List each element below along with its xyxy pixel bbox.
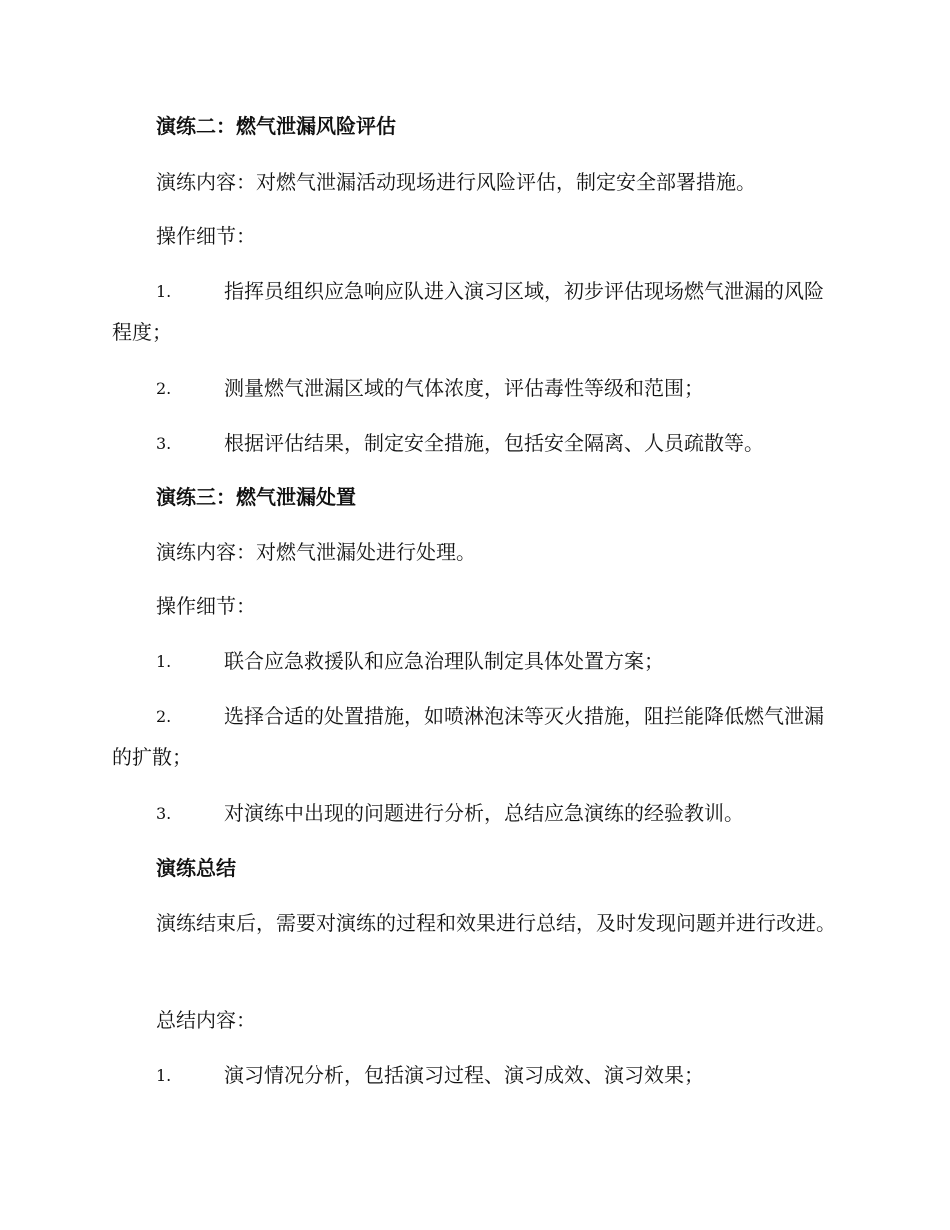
summary-content-label: 总结内容： bbox=[156, 1008, 256, 1032]
list-number: 2. bbox=[156, 707, 172, 726]
drill2-step-3 bbox=[112, 423, 838, 464]
drill2-content: 演练内容：对燃气泄漏活动现场进行风险评估，制定安全部署措施。 bbox=[156, 170, 756, 194]
list-number: 3. bbox=[156, 434, 172, 453]
list-number: 2. bbox=[156, 379, 172, 398]
drill3-content: 演练内容：对燃气泄漏处进行处理。 bbox=[156, 540, 476, 564]
list-number: 3. bbox=[156, 804, 172, 823]
list-text: 测量燃气泄漏区域的气体浓度，评估毒性等级和范围； bbox=[224, 376, 704, 400]
summary-intro-text: 演练结束后，需要对演练的过程和效果进行总结，及时发现问题并进行改进。 bbox=[156, 911, 836, 935]
list-number: 1. bbox=[156, 652, 172, 671]
summary-step-1 bbox=[112, 1055, 838, 1096]
drill3-step-3 bbox=[112, 793, 838, 834]
drill3-step-2 bbox=[112, 696, 838, 778]
drill2-details-label: 操作细节： bbox=[156, 224, 256, 248]
list-text: 指挥员组织应急响应队进入演习区域，初步评估现场燃气泄漏的风险程度； bbox=[112, 279, 824, 344]
list-number: 1. bbox=[156, 282, 172, 301]
drill2-title: 演练二：燃气泄漏风险评估 bbox=[156, 114, 396, 138]
list-number: 1. bbox=[156, 1066, 172, 1085]
drill3-title: 演练三：燃气泄漏处置 bbox=[156, 485, 356, 509]
list-text: 演习情况分析，包括演习过程、演习成效、演习效果； bbox=[224, 1063, 704, 1087]
drill2-step-1 bbox=[112, 271, 838, 353]
list-text: 选择合适的处置措施，如喷淋泡沫等灭火措施，阻拦能降低燃气泄漏的扩散； bbox=[112, 704, 824, 769]
drill3-step-1 bbox=[112, 641, 838, 682]
summary-intro bbox=[112, 903, 838, 944]
list-text: 对演练中出现的问题进行分析，总结应急演练的经验教训。 bbox=[224, 801, 744, 825]
list-text: 根据评估结果，制定安全措施，包括安全隔离、人员疏散等。 bbox=[224, 431, 764, 455]
drill2-step-2 bbox=[112, 368, 838, 409]
drill3-details-label: 操作细节： bbox=[156, 594, 256, 618]
list-text: 联合应急救援队和应急治理队制定具体处置方案； bbox=[224, 649, 664, 673]
summary-title: 演练总结 bbox=[156, 856, 236, 880]
